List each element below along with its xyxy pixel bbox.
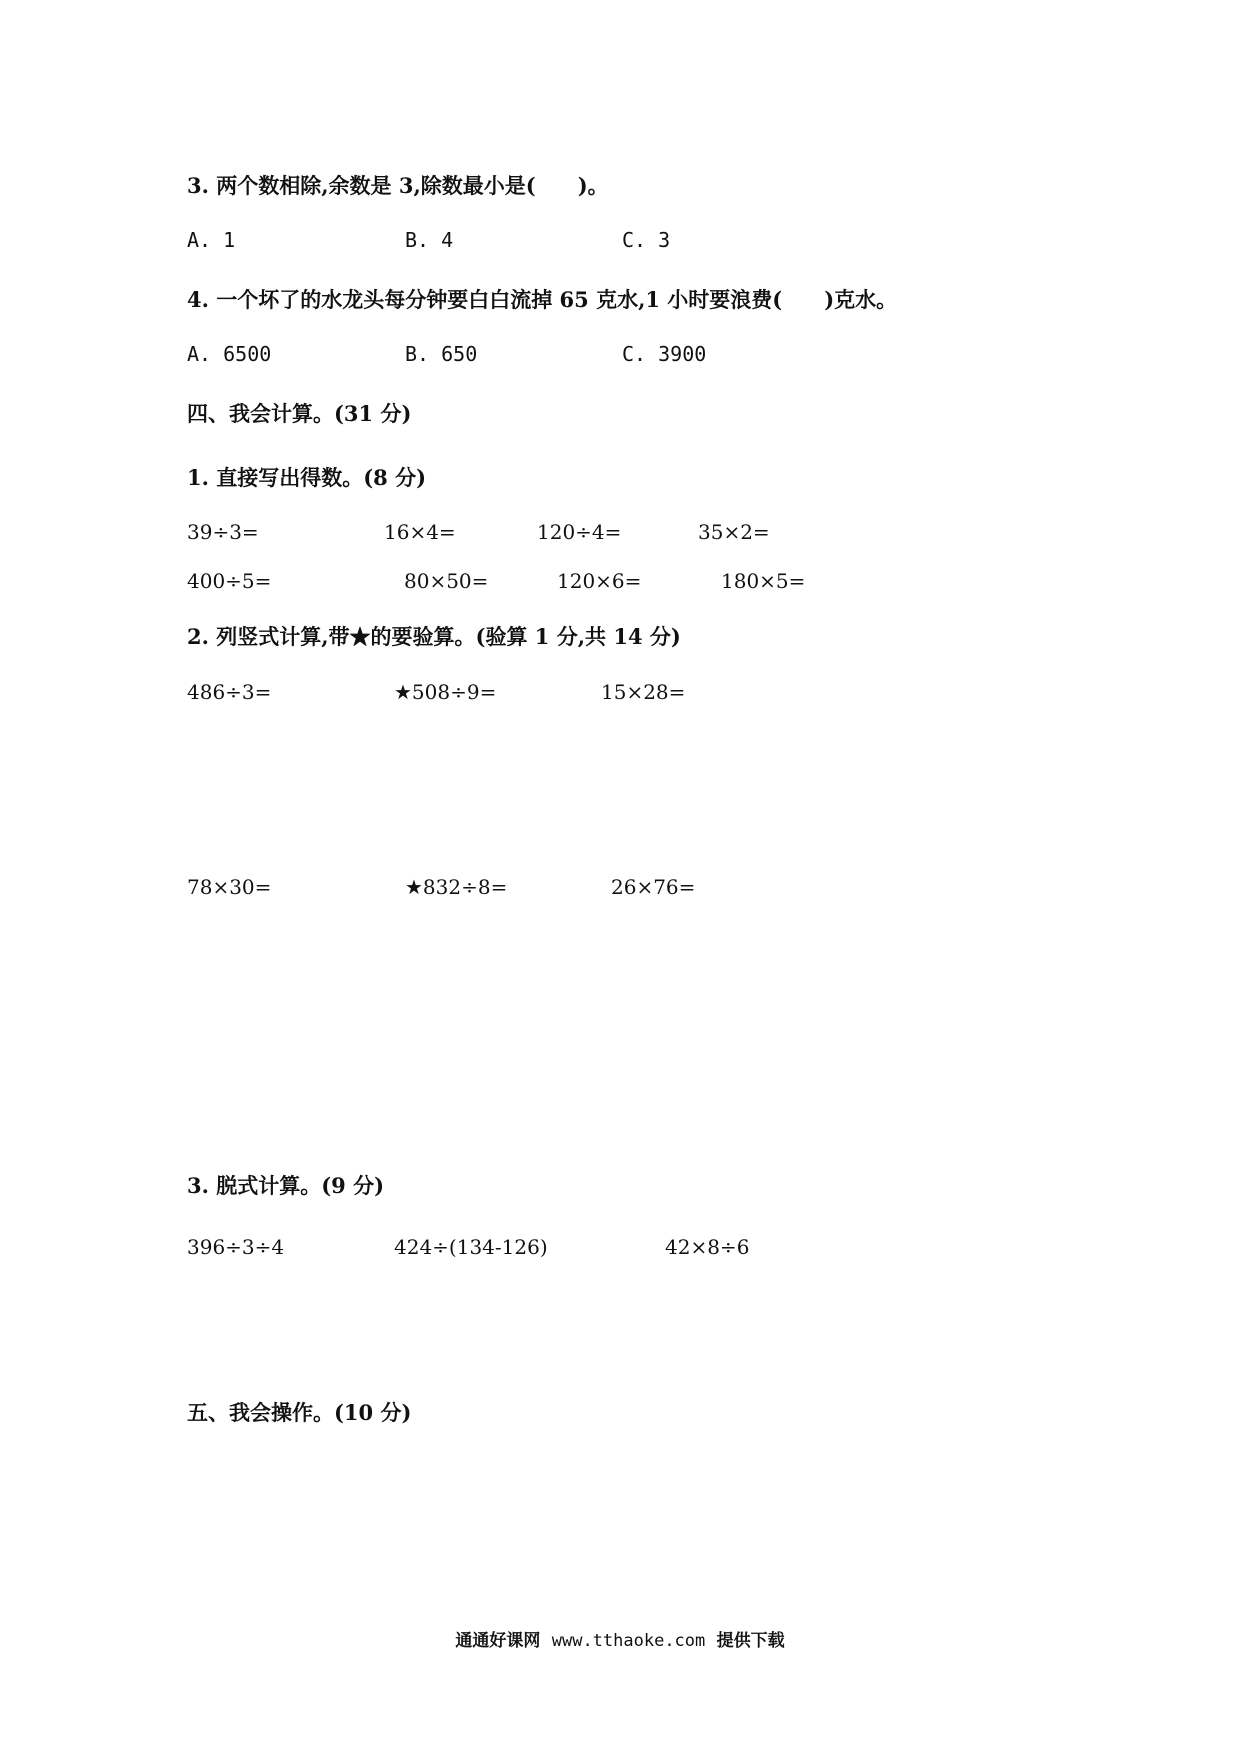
question-3-stem: 3. 两个数相除,余数是 3,除数最小是( )。 (187, 173, 609, 198)
question-4-option-a: A. 6500 (187, 342, 272, 366)
section-5-title: 五、我会操作。(10 分) (187, 1400, 412, 1425)
vertical-calc-item: ★832÷8= (405, 875, 508, 899)
vertical-calc-item: 486÷3= (187, 680, 272, 704)
oral-calc-item: 39÷3= (187, 520, 259, 544)
step-calc-item: 42×8÷6 (665, 1235, 750, 1259)
oral-calc-item: 400÷5= (187, 569, 272, 593)
oral-calc-item: 35×2= (698, 520, 770, 544)
oral-calc-item: 180×5= (721, 569, 806, 593)
step-calc-item: 396÷3÷4 (187, 1235, 285, 1259)
question-4-option-c: C. 3900 (622, 342, 707, 366)
section-4-part-2-title: 2. 列竖式计算,带★的要验算。(验算 1 分,共 14 分) (187, 624, 681, 649)
step-calc-item: 424÷(134-126) (394, 1235, 548, 1259)
oral-calc-item: 120×6= (557, 569, 642, 593)
question-3-option-a: A. 1 (187, 228, 236, 252)
section-4-part-3-title: 3. 脱式计算。(9 分) (187, 1173, 385, 1198)
vertical-calc-item: 78×30= (187, 875, 272, 899)
vertical-calc-item: 26×76= (611, 875, 696, 899)
question-4-option-b: B. 650 (405, 342, 478, 366)
page-footer (0, 1626, 1240, 1651)
question-4-stem: 4. 一个坏了的水龙头每分钟要白白流掉 65 克水,1 小时要浪费( )克水。 (187, 287, 898, 312)
question-3-option-c: C. 3 (622, 228, 671, 252)
footer-suffix: 提供下载 (716, 1631, 785, 1651)
oral-calc-item: 16×4= (384, 520, 456, 544)
question-3-option-b: B. 4 (405, 228, 454, 252)
footer-url[interactable]: www.tthaoke.com (551, 1631, 706, 1651)
vertical-calc-item: ★508÷9= (394, 680, 497, 704)
oral-calc-item: 80×50= (404, 569, 489, 593)
section-4-title: 四、我会计算。(31 分) (187, 401, 412, 426)
vertical-calc-item: 15×28= (601, 680, 686, 704)
footer-site-name: 通通好课网 (455, 1631, 541, 1651)
oral-calc-item: 120÷4= (537, 520, 622, 544)
section-4-part-1-title: 1. 直接写出得数。(8 分) (187, 465, 427, 490)
